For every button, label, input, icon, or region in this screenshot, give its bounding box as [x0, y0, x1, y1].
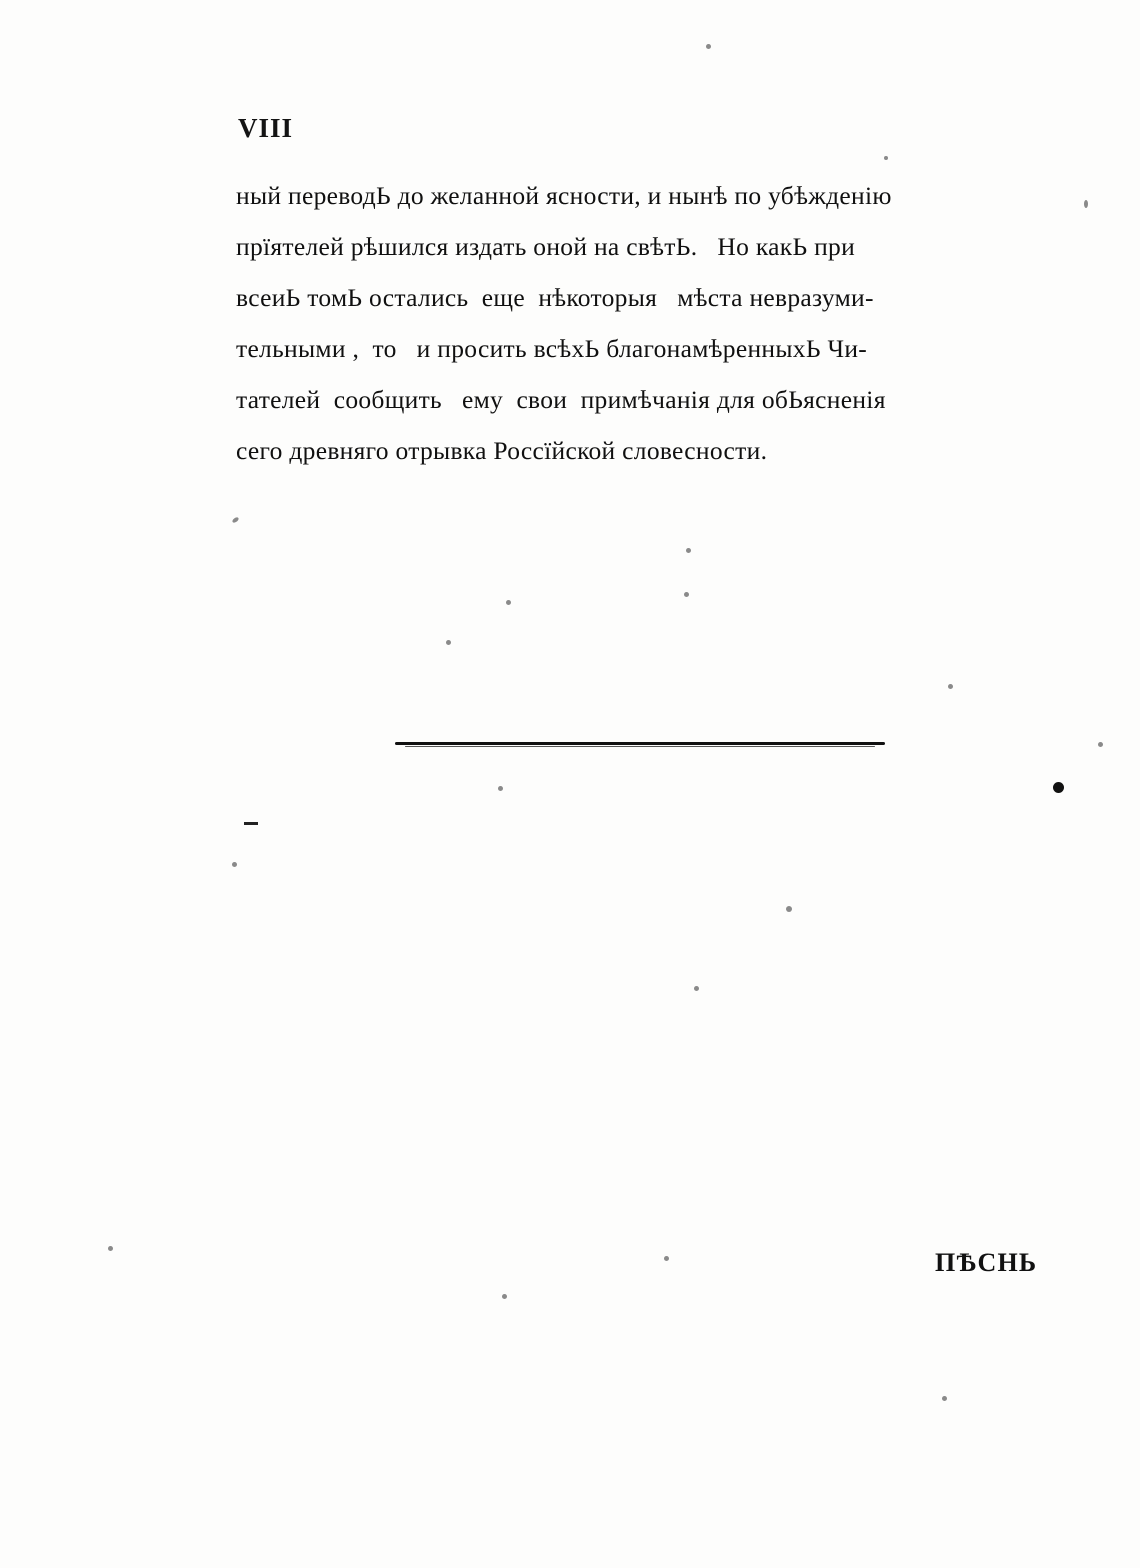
- ink-blot: [1053, 782, 1064, 793]
- page-number: VIII: [238, 113, 294, 143]
- scan-speck: [446, 640, 451, 645]
- scan-speck: [232, 862, 237, 867]
- text-line: [236, 182, 1076, 209]
- horizontal-rule-ornament: [395, 742, 885, 747]
- scan-speck: [506, 600, 511, 605]
- scan-speck: [108, 1246, 113, 1251]
- text-line: [236, 233, 1076, 260]
- rule-bar-shadow: [405, 746, 875, 747]
- scan-speck: [664, 1256, 669, 1261]
- text-line-content: сего древняго отрывка Россїйской словесности.: [236, 436, 768, 466]
- scan-speck: [502, 1294, 507, 1299]
- text-line: [236, 335, 1076, 362]
- rule-bar: [395, 742, 885, 745]
- scan-speck: [231, 516, 239, 523]
- catchword: ПѢСНЬ: [935, 1248, 1038, 1277]
- text-line-content: тателей сообщить ему свои примѣчанія для обЬясненія: [236, 385, 886, 415]
- scan-speck: [1098, 742, 1103, 747]
- scan-speck: [686, 548, 691, 553]
- scan-speck: [244, 822, 258, 825]
- scan-speck: [884, 156, 888, 160]
- scan-speck: [1084, 200, 1088, 208]
- scan-speck: [684, 592, 689, 597]
- scan-speck: [786, 906, 792, 912]
- text-line: [236, 386, 1076, 413]
- text-line-content: ный переводЬ до желанной ясности, и нынѣ по убѣжденію: [236, 181, 892, 210]
- scan-speck: [694, 986, 699, 991]
- body-paragraph: [236, 182, 1076, 488]
- text-line-content: прїятелей рѣшился издать оной на свѣтЬ. Но какЬ при: [236, 232, 856, 262]
- text-line-content: тельными , то и просить всѣхЬ благонамѣренныхЬ Чи-: [236, 334, 868, 364]
- text-line: [236, 437, 1076, 464]
- scan-speck: [706, 44, 711, 49]
- scan-speck: [498, 786, 503, 791]
- scan-speck: [948, 684, 953, 689]
- text-line: [236, 284, 1076, 311]
- text-line-content: всеиЬ томЬ остались еще нѣкоторыя мѣста невразуми-: [236, 283, 874, 313]
- scan-speck: [942, 1396, 947, 1401]
